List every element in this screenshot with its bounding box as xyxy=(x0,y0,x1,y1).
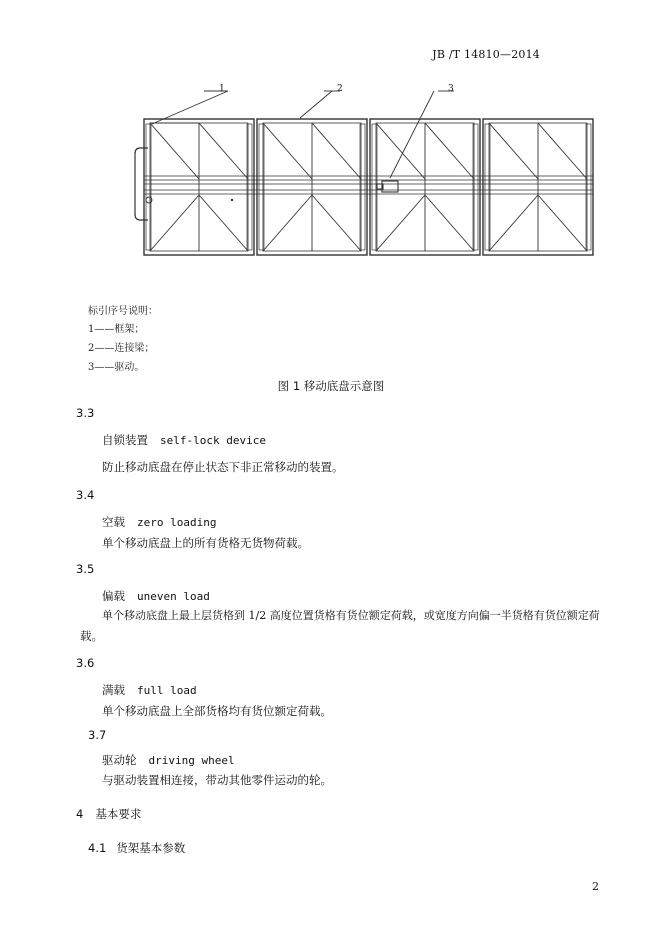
term-en: zero loading xyxy=(137,516,217,529)
frame-module-2 xyxy=(257,119,367,255)
legend-title: 标引序号说明： xyxy=(88,306,158,317)
term-entry xyxy=(102,752,235,768)
term-entry xyxy=(102,588,210,604)
section-number: 3.7 xyxy=(88,728,107,742)
definition-line: 单个移动底盘上全部货格均有货位额定荷载。 xyxy=(102,704,332,718)
chassis-diagram xyxy=(128,82,604,262)
term-zh: 满载 xyxy=(102,683,125,697)
term-entry xyxy=(102,432,266,448)
callout-label-2: 2 xyxy=(337,84,343,94)
definition-line: 防止移动底盘在停止状态下非正常移动的装置。 xyxy=(102,460,344,474)
subsection-heading xyxy=(88,840,185,856)
figure-caption: 图 1 移动底盘示意图 xyxy=(277,379,385,393)
frame-module-3 xyxy=(370,119,480,255)
legend-item-1: 1——框架； xyxy=(88,324,145,335)
term-en: driving wheel xyxy=(148,754,235,767)
page-number: 2 xyxy=(592,880,599,893)
chapter-title: 基本要求 xyxy=(95,807,142,821)
callout-label-3: 3 xyxy=(448,84,454,94)
legend-item-2: 2——连接梁； xyxy=(88,343,155,354)
term-zh: 自锁装置 xyxy=(102,433,148,447)
definition-line: 单个移动底盘上的所有货格无货物荷载。 xyxy=(102,536,309,550)
chapter-heading xyxy=(76,806,141,822)
connecting-beam xyxy=(144,176,593,194)
chapter-number: 4 xyxy=(76,807,84,821)
section-number: 3.4 xyxy=(76,488,95,502)
frame-module-4 xyxy=(483,119,593,255)
subsection-number: 4.1 xyxy=(88,841,107,855)
frame-module-1 xyxy=(144,119,254,255)
term-en: full load xyxy=(137,684,197,697)
term-zh: 空载 xyxy=(102,515,125,529)
callout-leader-2 xyxy=(300,91,332,118)
section-number: 3.6 xyxy=(76,656,95,670)
term-zh: 偏载 xyxy=(102,589,125,603)
section-number: 3.3 xyxy=(76,406,95,420)
callout-label-1: 1 xyxy=(219,84,225,94)
term-entry xyxy=(102,514,216,530)
callout-leader-3 xyxy=(390,91,434,178)
document-number: JB /T 14810—2014 xyxy=(432,48,540,61)
term-entry xyxy=(102,682,197,698)
term-en: uneven load xyxy=(137,590,210,603)
subsection-title: 货架基本参数 xyxy=(116,841,186,855)
definition-line: 与驱动装置相连接，带动其他零件运动的轮。 xyxy=(102,773,332,787)
definition-line: 载。 xyxy=(80,629,103,643)
term-en: self-lock device xyxy=(160,434,266,447)
legend-item-3: 3——驱动。 xyxy=(88,362,145,373)
section-number: 3.5 xyxy=(76,562,95,576)
definition-line: 单个移动底盘上最上层货格到 1/2 高度位置货格有货位额定荷载，或宽度方向偏一半货格有货位额定荷 xyxy=(102,609,600,622)
term-zh: 驱动轮 xyxy=(102,753,137,767)
